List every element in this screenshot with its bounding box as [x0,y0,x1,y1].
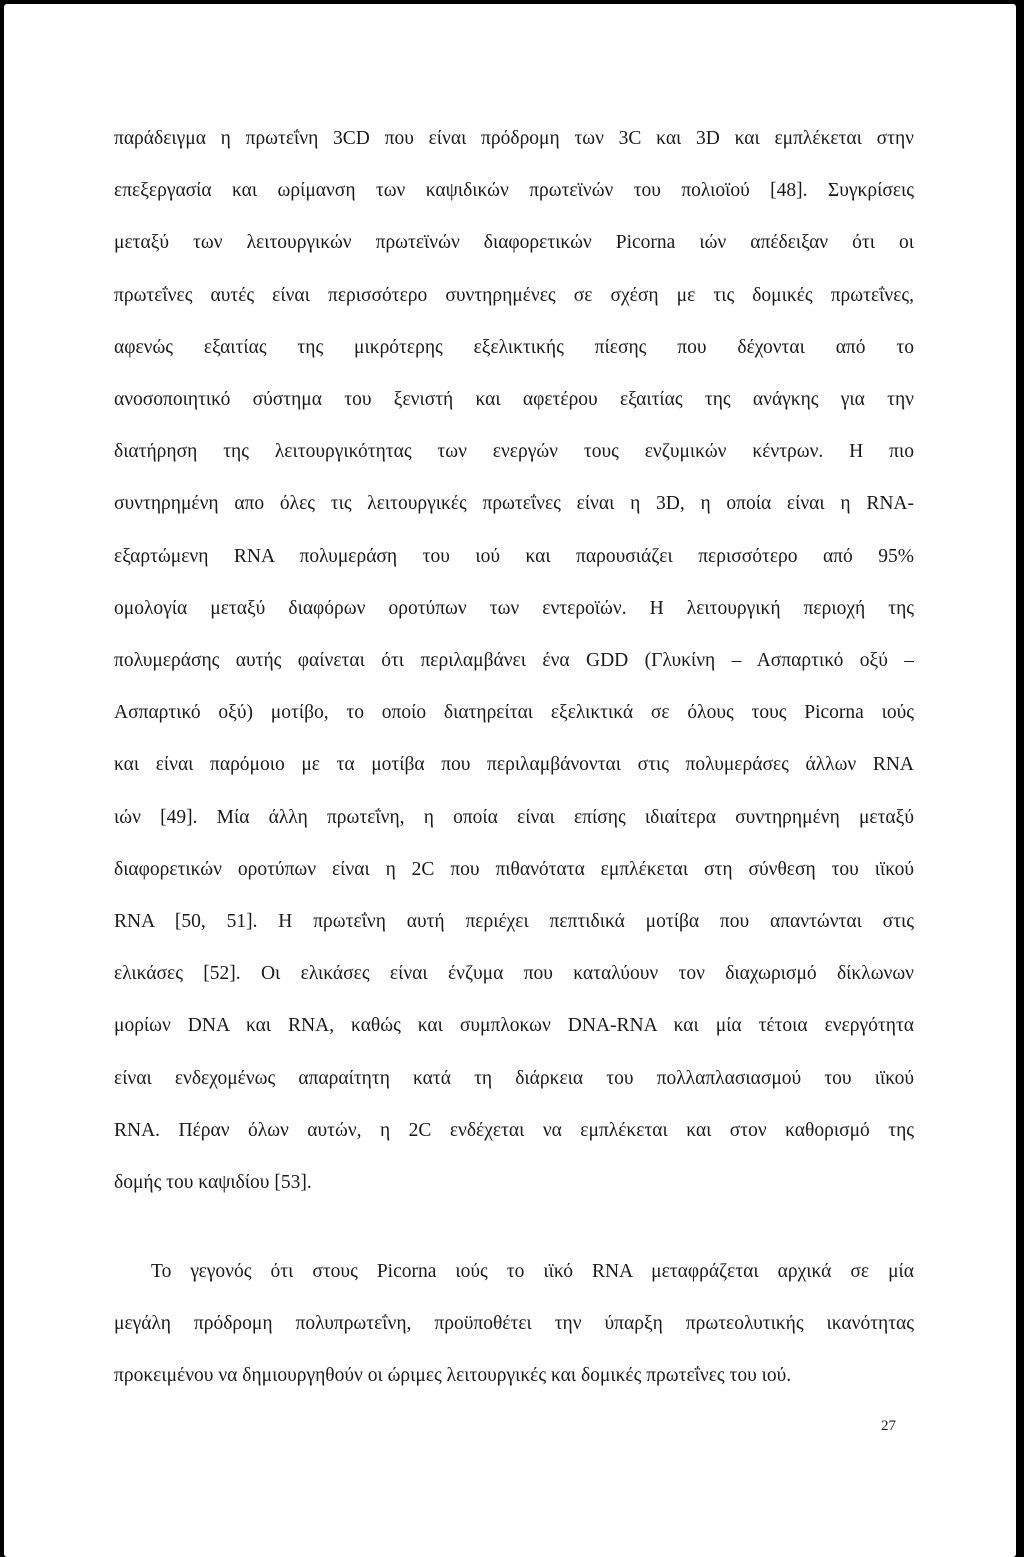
document-page [4,4,1016,1557]
text-line: εξαρτώμενη RNA πολυμεράση του ιού και παρουσιάζει περισσότερο από 95% [114,545,914,567]
text-line: επεξεργασία και ωρίμανση των καψιδικών πρωτεϊνών του πολιοϊού [48]. Συγκρίσεις [114,180,914,202]
text-line: δομής του καψιδίου [53]. [114,1172,312,1193]
text-line: RNA. Πέραν όλων αυτών, η 2C ενδέχεται να εμπλέκεται και στον καθορισμό της [114,1119,914,1141]
text-line: ανοσοποιητικό σύστημα του ξενιστή και αφετέρου εξαιτίας της ανάγκης για την [114,389,914,410]
text-line: πολυμεράσης αυτής φαίνεται ότι περιλαμβάνει ένα GDD (Γλυκίνη – Ασπαρτικό οξύ – [114,650,914,671]
text-line: προκειμένου να δημιουργηθούν οι ώριμες λειτουργικές και δομικές πρωτεΐνες του ιού. [114,1365,792,1387]
text-line: μεταξύ των λειτουργικών πρωτεϊνών διαφορετικών Picorna ιών απέδειξαν ότι οι [114,232,914,254]
text-line: πρωτεΐνες αυτές είναι περισσότερο συντηρημένες σε σχέση με τις δομικές πρωτεΐνες, [114,284,914,306]
text-line: ομολογία μεταξύ διαφόρων οροτύπων των εντεροϊών. Η λειτουργική περιοχή της [114,597,914,619]
text-line: συντηρημένη απο όλες τις λειτουργικές πρωτεΐνες είναι η 3D, η οποία είναι η RNA- [114,493,914,515]
text-line: Ασπαρτικό οξύ) μοτίβο, το οποίο διατηρείται εξελικτικά σε όλους τους Picorna ιούς [114,702,914,724]
text-line: διαφορετικών οροτύπων είναι η 2C που πιθανότατα εμπλέκεται στη σύνθεση του ιϊκού [114,858,914,880]
text-line: είναι ενδεχομένως απαραίτητη κατά τη διάρκεια του πολλαπλασιασμού του ιϊκού [114,1067,914,1089]
text-line: διατήρηση της λειτουργικότητας των ενεργών τους ενζυμικών κέντρων. Η πιο [114,441,914,463]
page-number: 27 [881,1418,896,1434]
text-line: Το γεγονός ότι στους Picorna ιούς το ιϊκό RNA μεταφράζεται αρχικά σε μία [151,1261,914,1282]
text-line: ελικάσες [52]. Οι ελικάσες είναι ένζυμα που καταλύουν τον διαχωρισμό δίκλωνων [114,963,914,985]
text-line: και είναι παρόμοιο με τα μοτίβα που περιλαμβάνονται στις πολυμεράσες άλλων RNA [114,754,914,776]
text-line: RNA [50, 51]. Η πρωτεΐνη αυτή περιέχει πεπτιδικά μοτίβα που απαντώνται στις [114,911,914,932]
text-line: αφενώς εξαιτίας της μικρότερης εξελικτικής πίεσης που δέχονται από το [114,336,914,358]
text-line: παράδειγμα η πρωτεΐνη 3CD που είναι πρόδρομη των 3C και 3D και εμπλέκεται στην [114,128,914,149]
text-line: ιών [49]. Μία άλλη πρωτεΐνη, η οποία είναι επίσης ιδιαίτερα συντηρημένη μεταξύ [114,806,914,828]
text-line: μεγάλη πρόδρομη πολυπρωτεΐνη, προϋποθέτει την ύπαρξη πρωτεολυτικής ικανότητας [114,1313,914,1335]
text-line: μορίων DNA και RNA, καθώς και συμπλοκων DNA-RNA και μία τέτοια ενεργότητα [114,1015,914,1037]
